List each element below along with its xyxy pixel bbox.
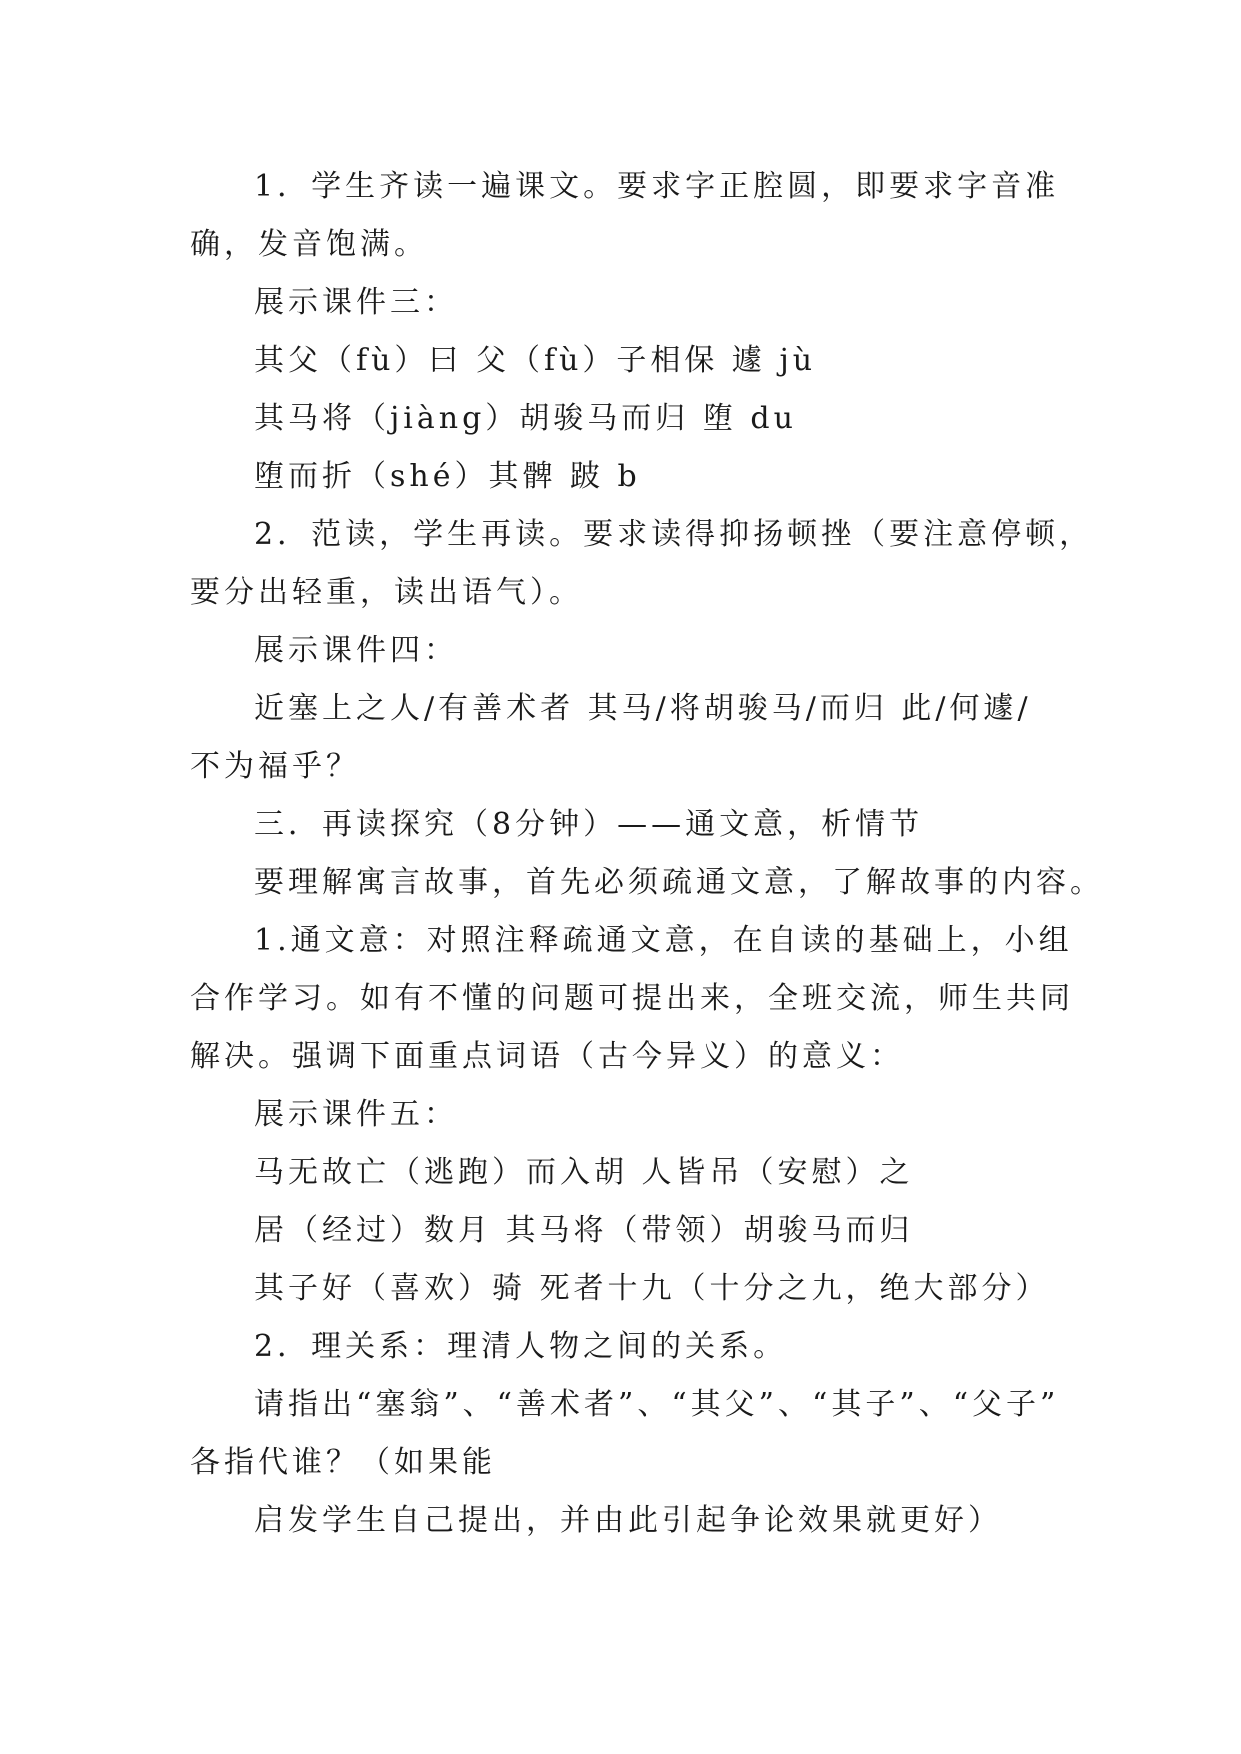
text-line: 不为福乎？ [190, 749, 360, 784]
text-line: 堕而折（shé）其髀 跛 b [254, 459, 641, 494]
text-line: 启发学生自己提出，并由此引起争论效果就更好） [254, 1503, 1002, 1538]
text-line: 居（经过）数月 其马将（带领）胡骏马而归 [254, 1213, 914, 1248]
text-line: 其子好（喜欢）骑 死者十九（十分之九，绝大部分） [254, 1271, 1050, 1306]
text-line: 近塞上之人/有善术者 其马/将胡骏马/而归 此/何遽/ [254, 691, 1032, 726]
text-line: 要分出轻重，读出语气）。 [190, 575, 583, 610]
text-line: 展示课件四： [254, 633, 458, 668]
text-line: 2．范读，学生再读。要求读得抑扬顿挫（要注意停顿， [254, 517, 1094, 552]
text-line: 展示课件三： [254, 285, 458, 320]
text-line: 1.通文意：对照注释疏通文意，在自读的基础上，小组 [254, 923, 1073, 958]
text-line: 其父（fù）曰 父（fù）子相保 遽 jù [254, 343, 817, 378]
text-line: 其马将（jiàng）胡骏马而归 堕 du [254, 401, 797, 436]
text-line: 2．理关系：理清人物之间的关系。 [254, 1329, 788, 1364]
text-line: 各指代谁？（如果能 [190, 1445, 496, 1480]
text-line: 1．学生齐读一遍课文。要求字正腔圆，即要求字音准 [254, 169, 1060, 204]
text-line: 展示课件五： [254, 1097, 458, 1132]
text-line: 马无故亡（逃跑）而入胡 人皆吊（安慰）之 [254, 1155, 914, 1190]
section-heading: 三．再读探究（8分钟）——通文意，析情节 [254, 807, 924, 842]
text-line: 请指出“塞翁”、“善术者”、“其父”、“其子”、“父子” [254, 1387, 1060, 1422]
text-line: 要理解寓言故事，首先必须疏通文意，了解故事的内容。 [254, 865, 1104, 900]
text-line: 确，发音饱满。 [190, 227, 428, 262]
text-line: 合作学习。如有不懂的问题可提出来，全班交流，师生共同 [190, 981, 1074, 1016]
text-line: 解决。强调下面重点词语（古今异义）的意义： [190, 1039, 904, 1074]
